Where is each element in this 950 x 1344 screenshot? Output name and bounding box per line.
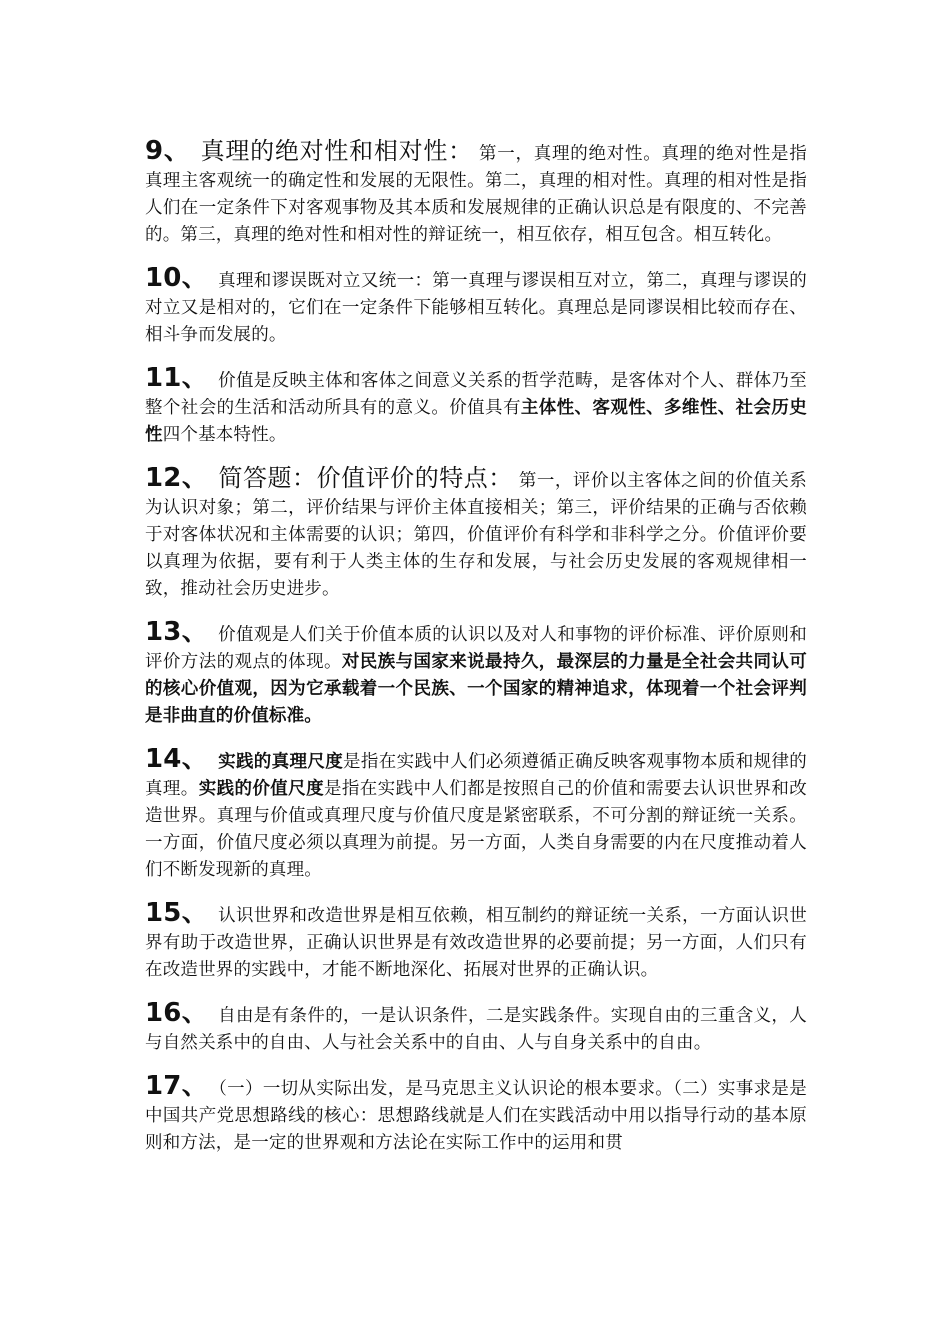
paragraph-15 — [145, 898, 807, 984]
paragraph-12 — [145, 463, 807, 603]
item-body: 价值观是人们关于价值本质的认识以及对人和事物的评价标准、评价原则和评价方法的观点的体现。 — [145, 625, 807, 672]
item-number: 11、 — [145, 363, 209, 393]
item-number: 15、 — [145, 898, 209, 928]
item-number: 12、 — [145, 463, 209, 493]
item-heading: 简答题：价值评价的特点： — [218, 464, 513, 492]
item-body: （一）一切从实际出发，是马克思主义认识论的根本要求。（二）实事求是是中国共产党思想路线的核心：思想路线就是人们在实践活动中用以指导行动的基本原则和方法，是一定的世界观和方法论在实际工作中的运用和贯 — [145, 1079, 807, 1153]
item-body: 真理和谬误既对立又统一：第一真理与谬误相互对立，第二，真理与谬误的对立又是相对的，它们在一定条件下能够相互转化。真理总是同谬误相比较而存在、相斗争而发展的。 — [145, 271, 807, 345]
item-number: 17、 — [145, 1071, 209, 1101]
item-bold-text: 实践的价值尺度 — [198, 779, 324, 799]
item-bold-text: 实践的真理尺度 — [218, 752, 344, 772]
item-number: 14、 — [145, 744, 209, 774]
paragraph-16 — [145, 998, 807, 1057]
item-body: 第一，真理的绝对性。真理的绝对性是指真理主客观统一的确定性和发展的无限性。第二，真理的相对性。真理的相对性是指人们在一定条件下对客观事物及其本质和发展规律的正确认识总是有限度的、不完善的。第三，真理的绝对性和相对性的辩证统一，相互依存，相互包含。相互转化。 — [145, 144, 807, 245]
item-number: 13、 — [145, 617, 209, 647]
item-body: 四个基本特性。 — [162, 425, 287, 445]
item-body: 是指在实践中人们都是按照自己的价值和需要去认识世界和改造世界。真理与价值或真理尺度与价值尺度是紧密联系，不可分割的辩证统一关系。一方面，价值尺度必须以真理为前提。另一方面，人类自身需要的内在尺度推动着人们不断发现新的真理。 — [145, 779, 807, 880]
paragraph-14 — [145, 744, 807, 884]
paragraph-13 — [145, 617, 807, 730]
item-body: 第一，评价以主客体之间的价值关系为认识对象；第二，评价结果与评价主体直接相关；第三，评价结果的正确与否依赖于对客体状况和主体需要的认识；第四，价值评价有科学和非科学之分。价值评价要以真理为依据，要有利于人类主体的生存和发展，与社会历史发展的客观规律相一致，推动社会历史进步。 — [145, 471, 807, 599]
paragraph-10 — [145, 263, 807, 349]
item-body: 是指在实践中人们必须遵循正确反映客观事物本质和规律的真理。 — [145, 752, 807, 799]
item-heading: 真理的绝对性和相对性： — [200, 137, 473, 165]
item-bold-text: 主体性、客观性、多维性、社会历史性 — [145, 398, 807, 445]
item-number: 9、 — [145, 136, 191, 166]
item-bold-text: 对民族与国家来说最持久，最深层的力量是全社会共同认可的核心价值观，因为它承载着一个民族、一个国家的精神追求，体现着一个社会评判是非曲直的价值标准。 — [145, 652, 807, 726]
item-body: 价值是反映主体和客体之间意义关系的哲学范畴，是客体对个人、群体乃至整个社会的生活和活动所具有的意义。价值具有 — [145, 371, 807, 418]
item-body: 自由是有条件的，一是认识条件，二是实践条件。实现自由的三重含义，人与自然关系中的自由、人与社会关系中的自由、人与自身关系中的自由。 — [145, 1006, 807, 1053]
item-body: 认识世界和改造世界是相互依赖，相互制约的辩证统一关系，一方面认识世界有助于改造世界，正确认识世界是有效改造世界的必要前提；另一方面，人们只有在改造世界的实践中，才能不断地深化、拓展对世界的正确认识。 — [145, 906, 807, 980]
paragraph-9 — [145, 136, 807, 249]
document-page — [145, 136, 807, 1171]
item-number: 10、 — [145, 263, 209, 293]
paragraph-11 — [145, 363, 807, 449]
item-number: 16、 — [145, 998, 209, 1028]
paragraph-17 — [145, 1071, 807, 1157]
